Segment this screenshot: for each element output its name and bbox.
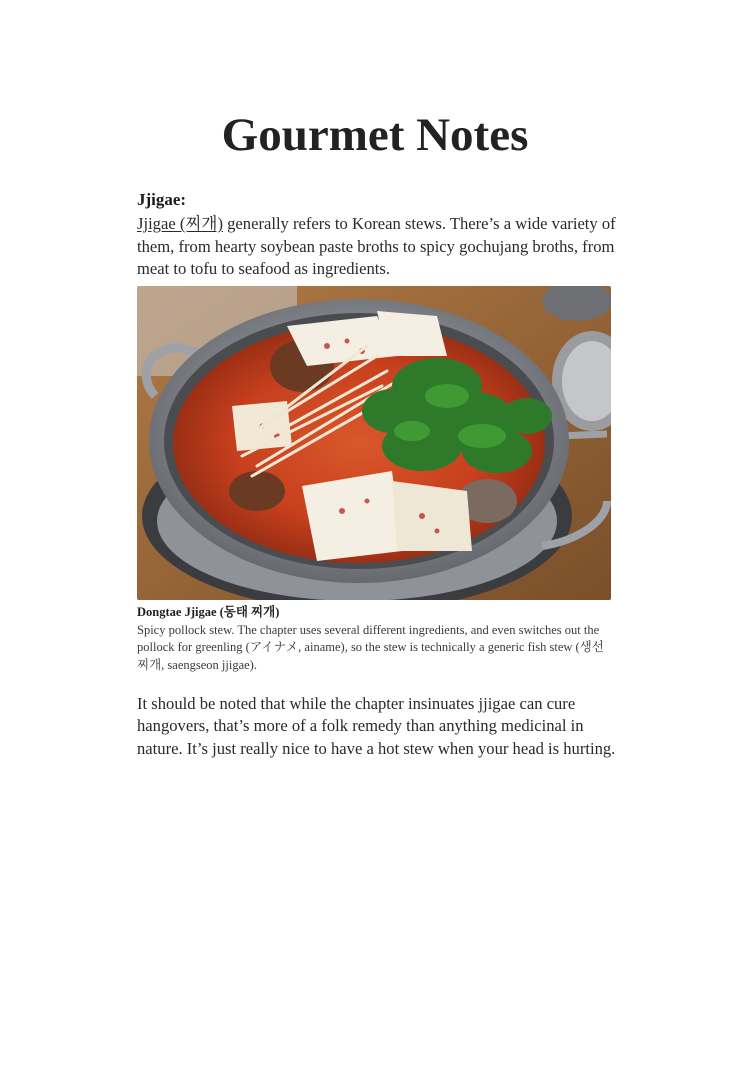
stew-photo [137,286,611,600]
term-link[interactable]: Jjigae (찌개) [137,214,223,233]
article-body [137,189,617,777]
section-heading: Jjigae: [137,190,187,209]
figure-caption-body: Spicy pollock stew. The chapter uses several different ingredients, and even switches out the pollock for greenling (アイナメ, ainame), so the stew is technically a generic fish stew (생선 찌개, saengseon jjigae). [137,622,604,673]
closing-paragraph: It should be noted that while the chapter insinuates jjigae can cure hangovers, that’s more of a folk remedy than anything medicinal in nature. It’s just really nice to have a hot stew when your head is hurting. [137,693,616,758]
page-title: Gourmet Notes [221,109,529,161]
intro-text: generally refers to Korean stews. There’s a wide variety of them, from hearty soybean paste broths to spicy gochujang broths, from meat to tofu to seafood as ingredients. [137,214,616,278]
figure-caption-title: Dongtae Jjigae (동태 찌개) [137,604,280,619]
intro-paragraph [137,213,617,281]
